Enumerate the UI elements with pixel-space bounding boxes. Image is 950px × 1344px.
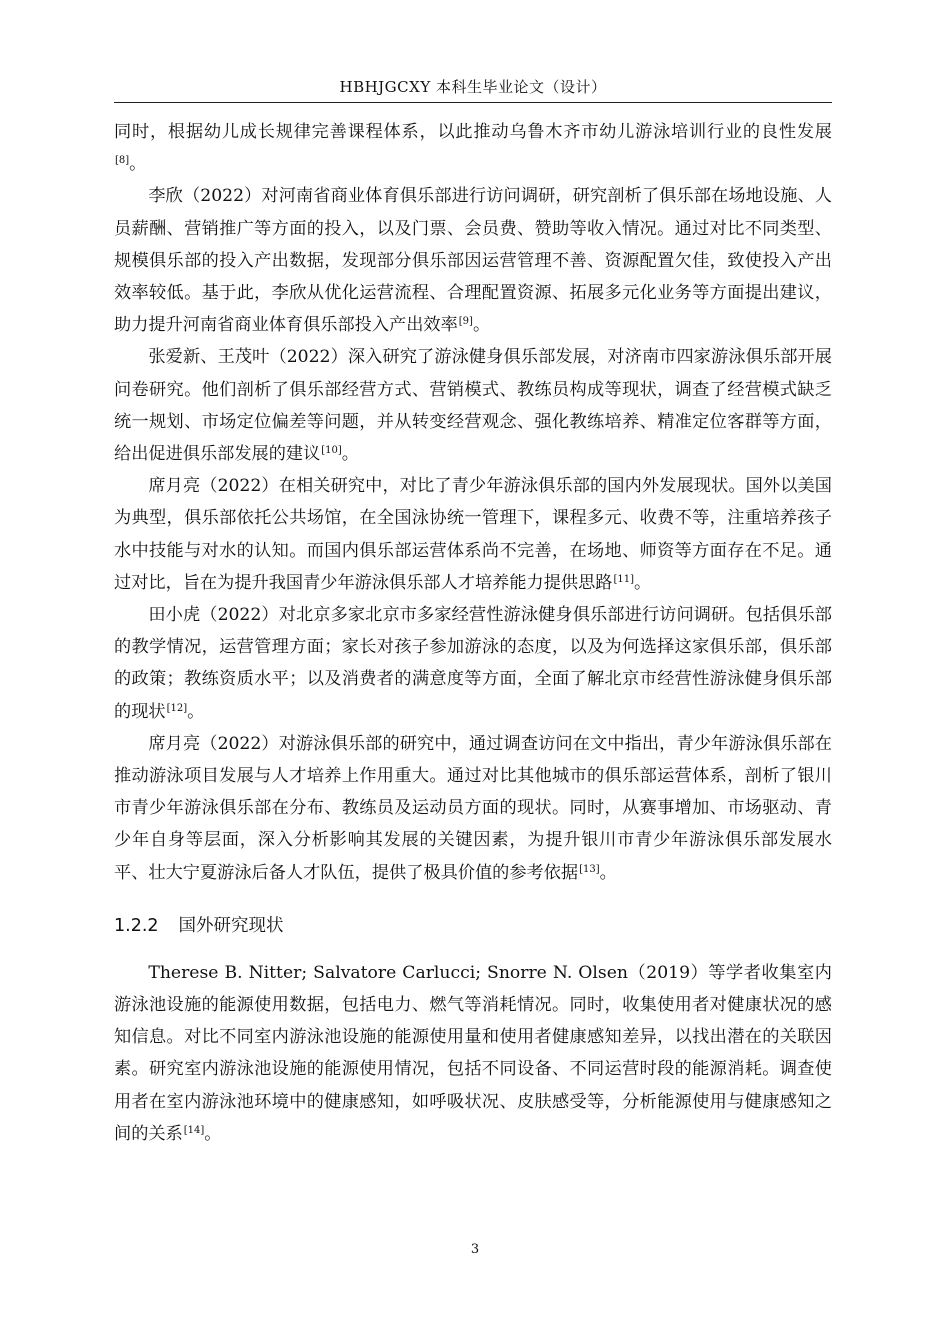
citation-ref: [9] [458, 316, 473, 328]
paragraph-text: 席月亮（2022）在相关研究中，对比了青少年游泳俱乐部的国内外发展现状。国外以美国为典型，俱乐部依托公共场馆，在全国泳协统一管理下，课程多元、收费不等，注重培养孩子水中技能与对水的认知。而国内俱乐部运营体系尚不完善，在场地、师资等方面存在不足。通过对比，旨在为提升我国青少年游泳俱乐部人才培养能力提供思路 [114, 476, 832, 593]
citation-ref: [12] [166, 702, 188, 714]
paragraph-end: 。 [187, 701, 205, 722]
paragraph-text: 张爱新、王茂叶（2022）深入研究了游泳健身俱乐部发展，对济南市四家游泳俱乐部开展问卷研究。他们剖析了俱乐部经营方式、营销模式、教练员构成等现状，调查了经营模式缺乏统一规划、市场定位偏差等问题，并从转变经营观念、强化教练培养、精准定位客群等方面，给出促进俱乐部发展的建议 [114, 347, 832, 465]
section-title: 国外研究现状 [178, 915, 284, 936]
paragraph [114, 341, 832, 470]
page-header: HBHJGCXY 本科生毕业论文（设计） [114, 76, 832, 103]
paragraph-end: 。 [129, 154, 147, 175]
paragraph-end: 。 [599, 862, 617, 883]
paragraph [114, 957, 832, 1150]
citation-ref: [11] [613, 573, 634, 585]
paragraph-text: 同时，根据幼儿成长规律完善课程体系，以此推动乌鲁木齐市幼儿游泳培训行业的良性发展 [114, 122, 832, 142]
paragraph-end: 。 [341, 444, 359, 465]
section-number: 1.2.2 [114, 915, 159, 936]
paragraph-text: 李欣（2022）对河南省商业体育俱乐部进行访问调研，研究剖析了俱乐部在场地设施、人员薪酬、营销推广等方面的投入，以及门票、会员费、赞助等收入情况。通过对比不同类型、规模俱乐部的投入产出数据，发现部分俱乐部因运营管理不善、资源配置欠佳，致使投入产出效率较低。基于此，李欣从优化运营流程、合理配置资源、拓展多元化业务等方面提出建议，助力提升河南省商业体育俱乐部投入产出效率 [114, 186, 832, 336]
section-heading [114, 911, 832, 941]
citation-ref: [14] [183, 1124, 205, 1136]
paragraph-end: 。 [633, 572, 652, 593]
paragraph [114, 599, 832, 728]
body-text [114, 116, 832, 1150]
paragraph-continued [114, 116, 832, 180]
citation-ref: [13] [579, 863, 600, 875]
paragraph-text: Therese B. Nitter; Salvatore Carlucci; Snorre N. Olsen（2019）等学者收集室内游泳池设施的能源使用数据，包括电力、燃气等消耗情况。同时，收集使用者对健康状况的感知信息。对比不同室内游泳池设施的能源使用量和使用者健康感知差异，以找出潜在的关联因素。研究室内游泳池设施的能源使用情况，包括不同设备、不同运营时段的能源消耗。调查使用者在室内游泳池环境中的健康感知，如呼吸状况、皮肤感受等，分析能源使用与健康感知之间的关系 [114, 962, 832, 1144]
page-number: 3 [470, 1242, 480, 1257]
paragraph-text: 席月亮（2022）对游泳俱乐部的研究中，通过调查访问在文中指出，青少年游泳俱乐部在推动游泳项目发展与人才培养上作用重大。通过对比其他城市的俱乐部运营体系，剖析了银川市青少年游泳俱乐部在分布、教练员及运动员方面的现状。同时，从赛事增加、市场驱动、青少年自身等层面，深入分析影响其发展的关键因素，为提升银川市青少年游泳俱乐部发展水平、壮大宁夏游泳后备人才队伍，提供了极具价值的参考依据 [114, 733, 832, 883]
paragraph [114, 728, 832, 889]
paragraph-end: 。 [472, 315, 491, 336]
citation-ref: [8] [115, 155, 130, 167]
paragraph [114, 180, 832, 341]
paragraph-text: 田小虎（2022）对北京多家北京市多家经营性游泳健身俱乐部进行访问调研。包括俱乐部的教学情况，运营管理方面；家长对孩子参加游泳的态度，以及为何选择这家俱乐部，俱乐部的政策；教练资质水平；以及消费者的满意度等方面，全面了解北京市经营性游泳健身俱乐部的现状 [114, 605, 832, 722]
paragraph [114, 470, 832, 599]
citation-ref: [10] [321, 445, 342, 457]
paragraph-end: 。 [204, 1123, 222, 1144]
